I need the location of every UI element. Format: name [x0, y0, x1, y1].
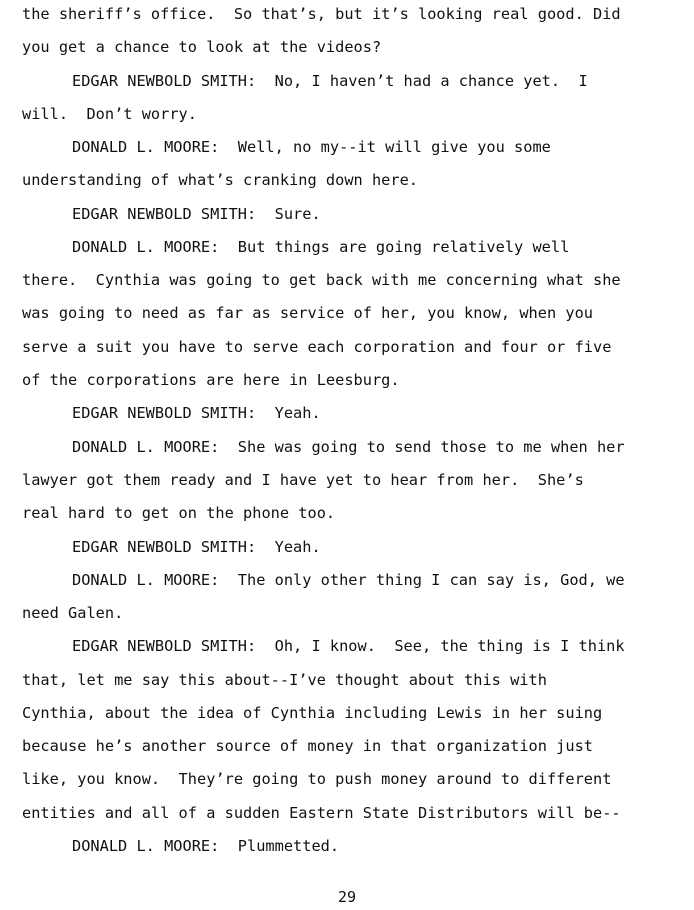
speaker-line: DONALD L. MOORE: But things are going relatively well — [72, 238, 570, 256]
speaker-line: EDGAR NEWBOLD SMITH: Yeah. — [72, 538, 321, 556]
speaker-line: EDGAR NEWBOLD SMITH: Sure. — [72, 205, 321, 223]
speaker-line: DONALD L. MOORE: She was going to send those to me when her — [72, 438, 625, 456]
page-number: 29 — [337, 888, 357, 906]
transcript-line: understanding of what’s cranking down here. — [22, 171, 419, 189]
transcript-line: that, let me say this about--I’ve thought about this with — [22, 671, 547, 689]
speaker-line: EDGAR NEWBOLD SMITH: Yeah. — [72, 404, 321, 422]
transcript-line: entities and all of a sudden Eastern State Distributors will be-- — [22, 804, 621, 822]
transcript-line: there. Cynthia was going to get back with me concerning what she — [22, 271, 621, 289]
transcript-line: will. Don’t worry. — [22, 105, 197, 123]
speaker-line: EDGAR NEWBOLD SMITH: No, I haven’t had a chance yet. I — [72, 72, 588, 90]
transcript-line: lawyer got them ready and I have yet to hear from her. She’s — [22, 471, 584, 489]
transcript-line: real hard to get on the phone too. — [22, 504, 336, 522]
transcript-line: serve a suit you have to serve each corporation and four or five — [22, 338, 612, 356]
transcript-line: the sheriff’s office. So that’s, but it’s looking real good. Did — [22, 5, 621, 23]
speaker-line: DONALD L. MOORE: Plummetted. — [72, 837, 340, 855]
transcript-line: was going to need as far as service of her, you know, when you — [22, 304, 593, 322]
transcript-line: Cynthia, about the idea of Cynthia including Lewis in her suing — [22, 704, 603, 722]
speaker-line: DONALD L. MOORE: The only other thing I can say is, God, we — [72, 571, 625, 589]
speaker-line: EDGAR NEWBOLD SMITH: Oh, I know. See, the thing is I think — [72, 637, 625, 655]
transcript-line: need Galen. — [22, 604, 124, 622]
transcript-line: because he’s another source of money in that organization just — [22, 737, 593, 755]
speaker-line: DONALD L. MOORE: Well, no my--it will give you some — [72, 138, 551, 156]
transcript-line: like, you know. They’re going to push money around to different — [22, 770, 612, 788]
transcript-line: of the corporations are here in Leesburg. — [22, 371, 400, 389]
transcript-line: you get a chance to look at the videos? — [22, 38, 382, 56]
